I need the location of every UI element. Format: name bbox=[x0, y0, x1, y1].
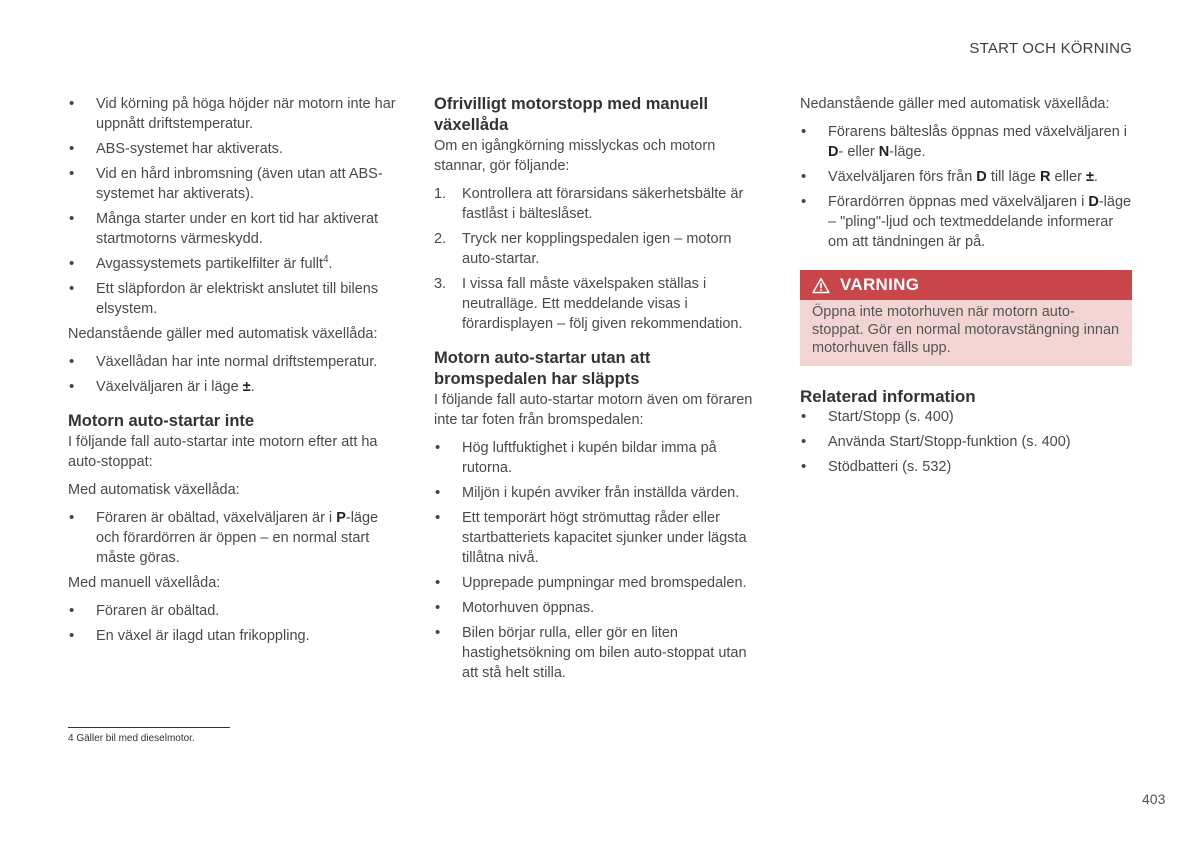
warning-triangle-icon bbox=[812, 277, 830, 294]
step-number: 1. bbox=[434, 186, 447, 202]
list-item bbox=[800, 167, 1132, 187]
list-item: • Miljön i kupén avviker från inställda värden. bbox=[434, 483, 766, 503]
list-item: • Ett släpfordon är elektriskt anslutet till bilens elsystem. bbox=[68, 279, 398, 319]
related-links-list bbox=[800, 407, 1132, 477]
list-item-text: -läge och förardörren är öppen – en normal start måste göras. bbox=[96, 510, 379, 566]
list-item: • Avgassystemets partikelfilter är fullt$^4$. bbox=[68, 254, 398, 274]
warning-header bbox=[800, 270, 1132, 300]
auto-list bbox=[68, 508, 398, 568]
step-text: Kontrollera att förarsidans säkerhetsbälte är fastlåst i bälteslåset. bbox=[462, 186, 744, 222]
list-item: • Bilen börjar rulla, eller gör en liten hastighetsökning om bilen auto-stoppat utan att stå helt stilla. bbox=[434, 623, 766, 683]
list-item bbox=[800, 122, 1132, 162]
related-link[interactable]: • Använda Start/Stopp-funktion (s. 400) bbox=[800, 432, 1132, 452]
step-item bbox=[434, 274, 766, 334]
auto-conditions-list bbox=[68, 352, 398, 397]
step-item bbox=[434, 229, 766, 269]
manual-list bbox=[68, 601, 398, 646]
list-item bbox=[800, 192, 1132, 252]
section-intro: Om en igångkörning misslyckas och motorn stannar, gör följande: bbox=[434, 138, 716, 174]
related-info-heading: Relaterad information bbox=[800, 387, 976, 406]
footnote-divider bbox=[68, 727, 230, 728]
section-heading: Motorn auto-startar utan att bromspedalen har släppts bbox=[434, 349, 651, 388]
manual-transmission-label: Med manuell växellåda: bbox=[68, 575, 221, 591]
section-intro: I följande fall auto-startar inte motorn efter att ha auto-stoppat: bbox=[68, 434, 378, 470]
list-item-text: eller bbox=[1054, 169, 1082, 185]
gear-symbol: ± bbox=[1085, 169, 1094, 185]
related-link[interactable]: • Start/Stopp (s. 400) bbox=[800, 407, 1132, 427]
gear-letter: P bbox=[336, 510, 346, 526]
step-item bbox=[434, 184, 766, 224]
gear-symbol: ± bbox=[242, 379, 251, 395]
list-item-text: Förardörren öppnas med växelväljaren i bbox=[828, 194, 1085, 210]
list-item-text: - eller bbox=[838, 144, 875, 160]
list-item: • Upprepade pumpningar med bromspedalen. bbox=[434, 573, 766, 593]
column-right bbox=[800, 94, 1132, 482]
list-item bbox=[68, 508, 398, 568]
gear-letter: D bbox=[828, 144, 839, 160]
list-item-text: Avgassystemets partikelfilter är fullt bbox=[96, 256, 323, 272]
list-item-text: Växelväljaren förs från bbox=[828, 169, 973, 185]
list-item-text: -läge – "pling"-ljud och textmeddelande informerar om att tändningen är på. bbox=[828, 194, 1132, 250]
section-heading: Motorn auto-startar inte bbox=[68, 412, 255, 430]
step-number: 3. bbox=[434, 276, 447, 292]
section-heading: Ofrivilligt motorstopp med manuell växellåda bbox=[434, 95, 709, 134]
list-item-text: till läge bbox=[990, 169, 1036, 185]
list-item-text: Förarens bälteslås öppnas med växelväljaren i bbox=[828, 124, 1128, 140]
steps-list bbox=[434, 184, 766, 334]
auto-transmission-label: Nedanstående gäller med automatisk växellåda: bbox=[800, 96, 1110, 112]
gear-letter: D bbox=[976, 169, 987, 185]
warning-title: VARNING bbox=[840, 275, 920, 294]
column-middle bbox=[434, 94, 766, 688]
list-item: • En växel är ilagd utan frikoppling. bbox=[68, 626, 398, 646]
warning-text: Öppna inte motorhuven när motorn auto-stoppat. Gör en normal motoravstängning innan motorhuven fälls upp. bbox=[800, 300, 1132, 366]
list-item-text: -läge. bbox=[889, 144, 926, 160]
step-number: 2. bbox=[434, 231, 447, 247]
footnote bbox=[68, 733, 195, 744]
step-text: I vissa fall måste växelspaken ställas i neutralläge. Ett meddelande visas i förardisplayen – följ given rekommendation. bbox=[462, 276, 743, 332]
section-title: START OCH KÖRNING bbox=[969, 40, 1132, 57]
gear-letter: N bbox=[878, 144, 890, 160]
warning-box bbox=[800, 270, 1132, 366]
auto-conditions-list bbox=[800, 122, 1132, 252]
punctuation: . bbox=[1093, 169, 1098, 185]
footnote-number: 4 bbox=[68, 733, 74, 744]
list-item: • Hög luftfuktighet i kupén bildar imma på rutorna. bbox=[434, 438, 766, 478]
gear-letter: R bbox=[1039, 169, 1051, 185]
gear-letter: D bbox=[1088, 194, 1099, 210]
page-number: 403 bbox=[1142, 791, 1166, 807]
footnote-text: Gäller bil med dieselmotor. bbox=[76, 733, 195, 744]
list-item: • Ett temporärt högt strömuttag råder eller startbatteriets kapacitet sjunker under lägsta tillåtna nivå. bbox=[434, 508, 766, 568]
section-intro: I följande fall auto-startar motorn även om föraren inte tar foten från bromspedalen: bbox=[434, 392, 753, 428]
list-item: • ABS-systemet har aktiverats. bbox=[68, 139, 398, 159]
footnote-ref: 4 bbox=[322, 254, 329, 266]
auto-transmission-label: Nedanstående gäller med automatisk växellåda: bbox=[68, 326, 378, 342]
list-item-text: Föraren är obältad, växelväljaren är i bbox=[96, 510, 333, 526]
list-item-text: Växelväljaren är i läge bbox=[96, 379, 239, 395]
list-item: • Växellådan har inte normal driftstemperatur. bbox=[68, 352, 398, 372]
conditions-list bbox=[68, 94, 398, 319]
list-item bbox=[68, 377, 398, 397]
list-item: • Föraren är obältad. bbox=[68, 601, 398, 621]
list-item: • Vid en hård inbromsning (även utan att ABS-systemet har aktiverats). bbox=[68, 164, 398, 204]
conditions-list bbox=[434, 438, 766, 683]
column-left bbox=[68, 94, 398, 651]
punctuation: . bbox=[250, 379, 255, 395]
related-link[interactable]: • Stödbatteri (s. 532) bbox=[800, 457, 1132, 477]
step-text: Tryck ner kopplingspedalen igen – motorn auto-startar. bbox=[462, 231, 732, 267]
list-item: • Motorhuven öppnas. bbox=[434, 598, 766, 618]
list-item: • Många starter under en kort tid har aktiverat startmotorns värmeskydd. bbox=[68, 209, 398, 249]
list-item: • Vid körning på höga höjder när motorn inte har uppnått driftstemperatur. bbox=[68, 94, 398, 134]
auto-transmission-label: Med automatisk växellåda: bbox=[68, 482, 240, 498]
